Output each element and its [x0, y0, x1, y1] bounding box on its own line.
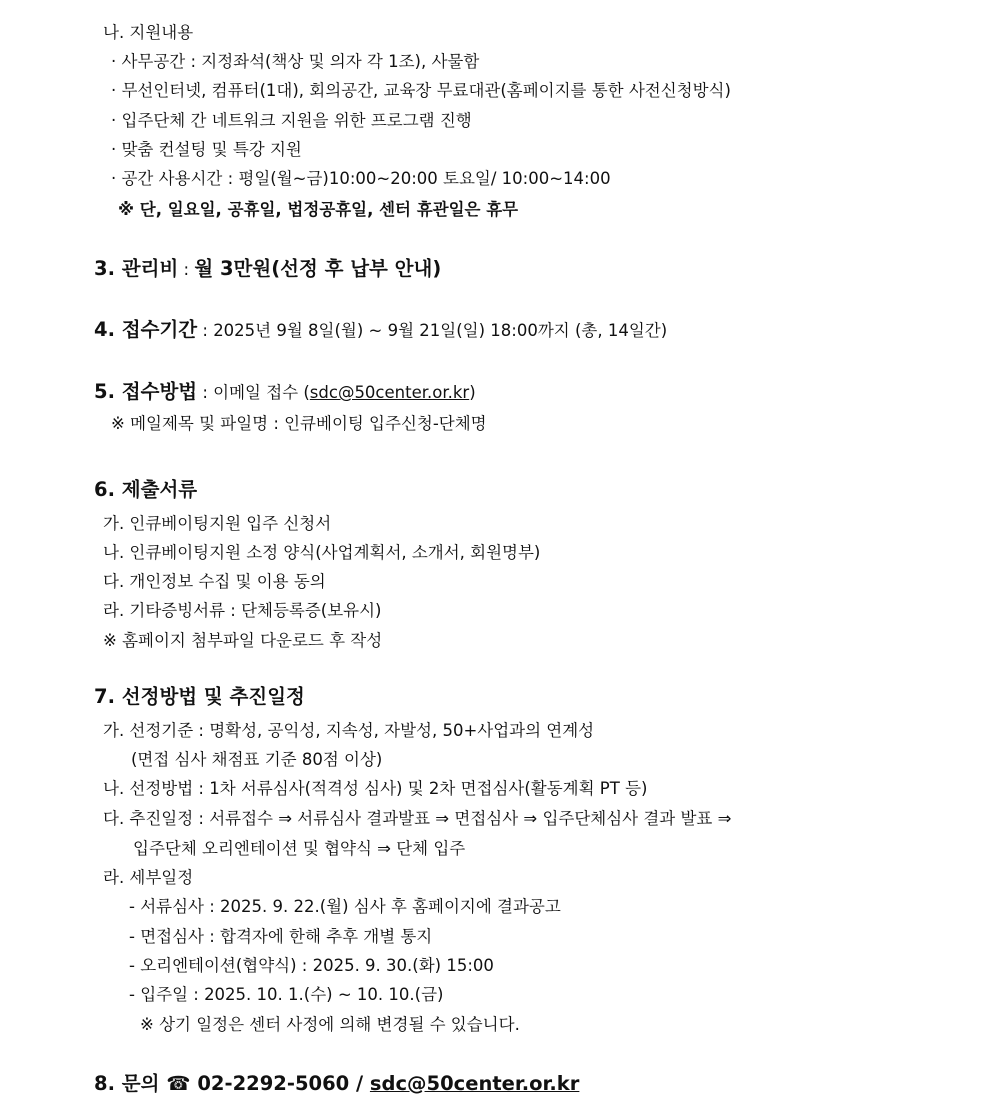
fee-separator: : — [178, 260, 195, 279]
selection-method: 나. 선정방법 : 1차 서류심사(적격성 심사) 및 2차 면접심사(활동계획 PT 등) — [103, 779, 648, 798]
period-label: 4. 접수기간 — [94, 318, 198, 341]
contact-section — [94, 1071, 579, 1097]
method-value-prefix: : 이메일 접수 ( — [197, 383, 310, 402]
selection-schedule: 다. 추진일정 : 서류접수 ⇒ 서류심사 결과발표 ⇒ 면접심사 ⇒ 입주단체심사 결과 발표 ⇒ — [103, 809, 732, 828]
method-label: 5. 접수방법 — [94, 380, 198, 403]
selection-criteria: 가. 선정기준 : 명확성, 공익성, 지속성, 자발성, 50+사업과의 연계성 — [103, 721, 595, 740]
support-item: · 사무공간 : 지정좌석(책상 및 의자 각 1조), 사물함 — [111, 52, 480, 71]
contact-separator: / — [349, 1072, 370, 1095]
selection-schedule-cont: 입주단체 오리엔테이션 및 협약식 ⇒ 단체 입주 — [133, 839, 466, 858]
period-section — [94, 317, 667, 344]
support-item: · 맞춤 컨설팅 및 특강 지원 — [111, 140, 302, 159]
documents-item: 나. 인큐베이팅지원 소정 양식(사업계획서, 소개서, 회원명부) — [103, 543, 541, 562]
method-email-link[interactable]: sdc@50center.or.kr — [309, 383, 470, 402]
detail-schedule-item: - 오리엔테이션(협약식) : 2025. 9. 30.(화) 15:00 — [129, 956, 494, 975]
documents-item: 다. 개인정보 수집 및 이용 동의 — [103, 572, 326, 591]
period-value: 2025년 9월 8일(월) ~ 9월 21일(일) 18:00까지 (총, 14일간) — [213, 321, 668, 340]
support-item: · 무선인터넷, 컴퓨터(1대), 회의공간, 교육장 무료대관(홈페이지를 통한 사전신청방식) — [111, 81, 731, 100]
method-value-suffix: ) — [469, 383, 476, 402]
phone-icon: ☎ — [166, 1072, 191, 1095]
method-note: ※ 메일제목 및 파일명 : 인큐베이팅 입주신청-단체명 — [111, 414, 487, 433]
detail-schedule-item: - 입주일 : 2025. 10. 1.(수) ~ 10. 10.(금) — [129, 985, 444, 1004]
fee-label: 3. 관리비 — [94, 257, 179, 280]
detail-schedule-heading: 라. 세부일정 — [103, 868, 194, 887]
documents-note: ※ 홈페이지 첨부파일 다운로드 후 작성 — [103, 631, 383, 650]
detail-schedule-item: - 서류심사 : 2025. 9. 22.(월) 심사 후 홈페이지에 결과공고 — [129, 897, 561, 916]
selection-criteria-detail: (면접 심사 채점표 기준 80점 이상) — [131, 750, 383, 769]
documents-heading: 6. 제출서류 — [94, 478, 198, 501]
contact-email-link[interactable]: sdc@50center.or.kr — [369, 1072, 580, 1095]
support-heading: 나. 지원내용 — [103, 23, 194, 42]
fee-section — [94, 256, 441, 283]
contact-phone: 02-2292-5060 — [197, 1072, 350, 1095]
documents-item: 라. 기타증빙서류 : 단체등록증(보유시) — [103, 601, 382, 620]
support-item: · 입주단체 간 네트워크 지원을 위한 프로그램 진행 — [111, 111, 472, 130]
fee-value: 월 3만원(선정 후 납부 안내) — [194, 257, 442, 280]
detail-schedule-item: - 면접심사 : 합격자에 한해 추후 개별 통지 — [129, 927, 433, 946]
support-item: · 공간 사용시간 : 평일(월~금)10:00~20:00 토요일/ 10:00~14:00 — [111, 169, 611, 188]
period-separator: : — [197, 321, 214, 340]
contact-label: 8. 문의 — [94, 1072, 160, 1095]
selection-heading: 7. 선정방법 및 추진일정 — [94, 685, 305, 708]
method-section — [94, 379, 476, 406]
documents-item: 가. 인큐베이팅지원 입주 신청서 — [103, 514, 332, 533]
schedule-change-note: ※ 상기 일정은 센터 사정에 의해 변경될 수 있습니다. — [140, 1015, 520, 1034]
holiday-note: ※ 단, 일요일, 공휴일, 법정공휴일, 센터 휴관일은 휴무 — [118, 200, 519, 219]
